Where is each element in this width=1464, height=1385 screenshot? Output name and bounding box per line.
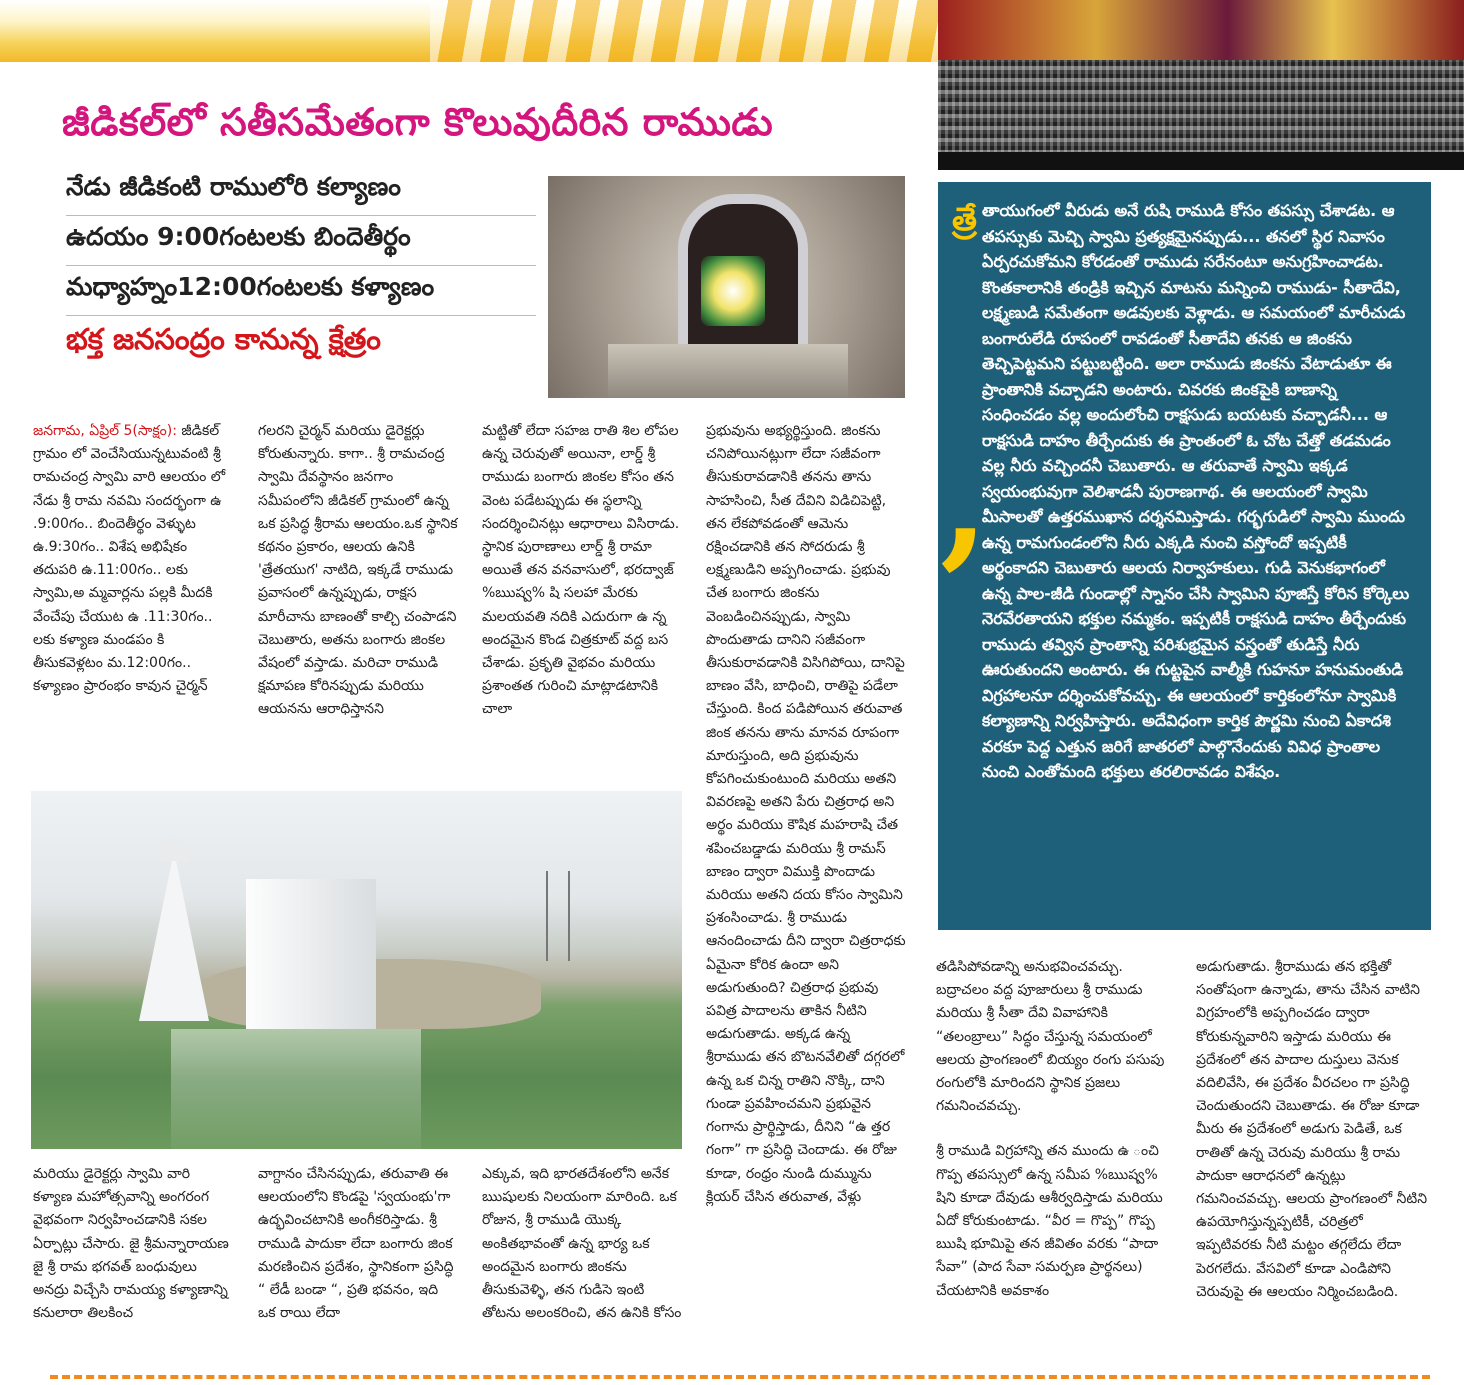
bottom-column-1-text: మరియు డైరెక్టర్లు స్వామి వారి కళ్యాణ మహోత్సవాన్ని అంగరంగ వైభవంగా నిర్వహించడానికి సకల ఏర్పాట్లు చేసారు. జై శ్రీమన్నారాయణ జై శ్రీ రామ భగవత్‌ బంధువులు అనద్రు విచ్చేసి రామయ్య కళ్యాణాన్ని కనులారా తిలకించ: [33, 1166, 229, 1322]
deity-photo-top: [938, 0, 1464, 60]
article-column-bottom-3: [482, 1163, 682, 1325]
decorative-pattern-strip: [938, 60, 1464, 170]
bottom-column-2-text: వాగ్దానం చేసినప్పుడు, తరువాతి ఈ ఆలయంలోని కొండపై 'స్వయంభు'గా ఉద్భవించటానికి అంగీకరిస్తాడు. శ్రీ రాముడి పాదుకా లేదా బంగారు జింక మరణించిన ప్రదేశం, స్థానికంగా ప్రసిద్ధి “ లేడీ బండా “, ప్రతి భవనం, ఇది ఒక రాయి లేదా: [258, 1166, 454, 1322]
subheads: [66, 166, 536, 365]
quote-mark-icon: ,: [940, 420, 989, 584]
temple-tower-finial: [159, 839, 189, 861]
sidebar-dropcap: త్రే: [952, 200, 977, 238]
column-6-text: అడుగుతాడు. శ్రీరాముడు తన భక్తితో సంతోషంగా ఉన్నాడు, తాను చేసిన వాటిని విగ్రహంలోకి అప్పగించడం ద్వారా కోరుకున్నవారిని ఇస్తాడు మరియు ఈ ప్రదేశంలో తన పాదాల దుస్తులు వెనుక వదిలివేసి, ఈ ప్రదేశం వీరచలం గా ప్రసిద్ధి చెందుతుందని చెబుతాడు. ఈ రోజు కూడా మీరు ఈ ప్రదేశంలో అడుగు పెడితే, ఒక రాతితో ఉన్న చెరువు మరియు శ్రీ రామ పాదుకా ఆరాధనలో ఉన్నట్లు గమనించవచ్చు. ఆలయ ప్రాంగణంలో నీటిని ఉపయోగిస్తున్నప్పటికీ, చరిత్రలో ఇప్పటివరకు నీటి మట్టం తగ్గలేదు లేదా పెరగలేదు. వేసవిలో కూడా ఎండిపోని చెరువుపై ఈ ఆలయం నిర్మించబడింది.: [1196, 959, 1428, 1300]
shrine-photo: [548, 176, 905, 398]
column-2-text: గలరని చైర్మన్‌ మరియు డైరెక్టర్లు కోరుతున్నారు. కాగా.. శ్రీ రామచంద్ర స్వామి దేవస్థానం జనగాం సమీపంలోని జీడికల్‌ గ్రామంలో ఉన్న ఒక ప్రసిద్ధ శ్రీరామ ఆలయం.ఒక స్థానిక కథనం ప్రకారం, ఆలయ ఉనికి 'త్రేతయుగ' నాటిది, ఇక్కడే రాముడు ప్రవాసంలో ఉన్నప్పుడు, రాక్షస మారీచాను బాణంతో కాల్చి చంపాడని చెబుతారు, అతను బంగారు జింకల వేషంలో వస్తాడు. మరిచా రాముడి క్షమాపణ కోరినప్పుడు మరియు ఆయనను ఆరాధిస్తానని: [258, 423, 458, 718]
shrine-idol: [701, 256, 765, 326]
temple-building: [246, 879, 376, 1029]
article-column-6: [1196, 956, 1432, 1304]
dateline: జనగామ, ఏప్రిల్‌ 5(సాక్షం):: [33, 423, 177, 439]
power-tower: [546, 871, 570, 961]
column-1-text: జీడికల్‌ గ్రామం లో వెంచేసియున్నటువంటి శ్రీ రామచంద్ర స్వామి వారి ఆలయం లో నేడు శ్రీ రామ నవమి సందర్భంగా ఉ .9:00గం.. బిందెతీర్థం వెళ్ళుట ఉ.9:30గం.. విశేష అభిషేకం తదుపరి ఉ.11:00గం.. లకు స్వామి,అ మ్మవార్లను పల్లకి మీదకి వేంచేపు చేయుట ఉ .11:30గం.. లకు కళ్యాణ మండపం కి తీసుకవెళ్లటం మ.12:00గం.. కళ్యాణం ప్రారంభం కావున చైర్మన్‌: [33, 423, 226, 695]
column-5-text-a: తడిసిపోవడాన్ని అనుభవించవచ్చు. బద్రాచలం వద్ద పూజారులు శ్రీ రాముడు మరియు శ్రీ సీతా దేవి వివాహానికి “తలంబ్రాలు” సిద్ధం చేస్తున్న సమయంలో ఆలయ ప్రాంగణంలో బియ్యం రంగు పసుపు రంగులోకి మారిందని స్థానిక ప్రజలు గమనించవచ్చు.: [936, 959, 1165, 1115]
banner-stripe: [430, 0, 990, 62]
bottom-column-3-text: ఎక్కువ, ఇది భారతదేశంలోని అనేక ఋషులకు నిలయంగా మారింది. ఒక రోజున, శ్రీ రాముడి యొక్క అంకితభావంతో ఉన్న భార్య ఒక అందమైన బంగారు జింకను తీసుకువెళ్ళి, తన గుడిసె ఇంటి తోటను అలంకరించి, తన ఉనికి కోసం: [482, 1166, 682, 1322]
pattern-strip-shadow: [938, 152, 1464, 170]
temple-tower: [139, 851, 209, 1021]
article-column-5: [936, 956, 1168, 1303]
article-column-3: [482, 420, 682, 722]
column-5-text-b: శ్రీ రాముడి విగ్రహాన్ని తన ముందు ఉ ంచి గొప్ప తపస్సులో ఉన్న సమీప %ఋష్వ% షిని కూడా దేవుడు ఆశీర్వదిస్తాడు మరియు ఏదో కోరుకుంటాడు. “వీర = గొప్ప” గొప్ప ఋషి భూమిపై తన జీవితం వరకు “పాదా సేవా” (పాద సేవా సమర్పణ ప్రార్థనలు) చేయటానికి అవకాశం: [936, 1143, 1163, 1299]
shrine-base: [608, 344, 848, 398]
page-title: జీడికల్‌లో సతీసమేతంగా కొలువుదీరిన రాముడు: [62, 100, 774, 144]
lake-temple-photo: [31, 791, 682, 1149]
water-reflection: [171, 1029, 421, 1149]
article-column-bottom-2: [258, 1163, 458, 1325]
article-column-1: [33, 420, 229, 698]
column-4-text: ప్రభువును అభ్యర్థిస్తుంది. జింకను చనిపోయినట్లుగా లేదా సజీవంగా తీసుకురావడానికి తనను తాను సాహసించి, సీత దేవిని విడిచిపెట్టి, తన లేకపోవడంతో ఆమెను రక్షించడానికి తన సోదరుడు శ్రీ లక్ష్మణుడిని అప్పగించాడు. ప్రభువు చేత బంగారు జింకను వెంబడించినప్పుడు, స్వామి పొందుతాడు దానిని సజీవంగా తీసుకురావడానికి విసిగిపోయి, దానిపై బాణం వేసి, బాధించి, రాతిపై పడేలా చేస్తుంది. కింద పడిపోయిన తరువాత జింక తనను తాను మానవ రూపంగా మారుస్తుంది, అది ప్రభువును కోపగించుకుంటుంది మరియు అతని వివరణపై అతని పేరు చిత్రరాధ అని అర్థం మరియు కౌషిక మహరాషి చేత శపించబడ్డాడు మరియు శ్రీ రామస్‌ బాణం ద్వారా విముక్తి పొందాడు మరియు అతని దయ కోసం స్వామిని ప్రశంసించాడు. శ్రీ రాముడు ఆనందించాడు దీని ద్వారా చిత్రరాధకు ఏమైనా కోరిక ఉందా అని అడుగుతుంది? చిత్రరాధ ప్రభువు పవిత్ర పాదాలను తాకిన నీటిని అడుగుతాడు. అక్కడ ఉన్న శ్రీరాముడు తన బొటనవేలితో దగ్గరలో ఉన్న ఒక చిన్న రాతిని నొక్కి, దాని గుండా ప్రవహించమని ప్రభువైన గంగాను ప్రార్థిస్తాడు, దీనిని “ఉ త్తర గంగా” గా ప్రసిద్ధి చెందాడు. ఈ రోజు కూడా, రంధ్రం నుండి దుమ్మును క్లియర్‌ చేసిన తరువాత, వేళ్లు: [706, 423, 906, 1205]
column-3-text: మట్టితో లేదా సహజ రాతి శిల లోపల ఉన్న చెరువుతో అయినా, లార్డ్‌ శ్రీ రాముడు బంగారు జింకల కోసం తన వెంట పడేటప్పుడు ఈ స్థలాన్ని సందర్శించినట్లు ఆధారాలు విసిరాడు. స్థానిక పురాణాలు లార్డ్‌ శ్రీ రామా అయితే తన వనవాసులో, భరద్వాజ్‌ %ఋష్వ% షి సలహా మేరకు మలయవతి నదికి ఎదురుగా ఉ న్న అందమైన కొండ చిత్రకూట్‌ వద్ద బస చేశాడు. ప్రకృతి వైభవం మరియు ప్రశాంతత గురించి మాట్లాడటానికి చాలా: [482, 423, 680, 718]
subhead-devotees: భక్త జనసంద్రం కానున్న క్షేత్రం: [66, 322, 381, 356]
legend-sidebar: [938, 182, 1431, 930]
sidebar-text: తాయుగంలో వీరుడు అనే రుషి రాముడి కోసం తపస్సు చేశాడట. ఆ తపస్సుకు మెచ్చి స్వామి ప్రత్యక్షమైనప్పుడు... తనలో స్థిర నివాసం ఏర్పరచుకోమని కోరడంతో రాముడు సరేనంటూ అనుగ్రహించాడట. కొంతకాలానికి తండ్రికి ఇచ్చిన మాటను మన్నించి రాముడు- సీతాదేవి, లక్ష్మణుడి సమేతంగా అడవులకు వెళ్లాడు. ఆ సమయంలో మారీచుడు బంగారులేడి రూపంలో రావడంతో సీతాదేవి తనకు ఆ జింకను తెచ్చిపెట్టమని పట్టుబట్టింది. అలా రాముడు జింకను వేటాడుతూ ఈ ప్రాంతానికి వచ్చాడని అంటారు. చివరకు జింకపైకి బాణాన్ని సంధించడం వల్ల అందులోంచి రాక్షసుడు బయటకు వచ్చాడనీ... ఆ రాక్షసుడి దాహం తీర్చేందుకు ఈ ప్రాంతంలో ఓ చోట చేత్తో తడమడం వల్ల నీరు వచ్చిందనీ చెబుతారు. ఆ తరువాతే స్వామి ఇక్కడ స్వయంభువుగా వెలిశాడనీ పురాణగాథ. ఈ ఆలయంలో స్వామి మీసాలతో ఉత్తరముఖాన దర్శనమిస్తాడు. గర్భగుడిలో స్వామి ముందు ఉన్న రామగుండంలోని నీరు ఎక్కడి నుంచి వస్తోందో ఇప్పటికీ అర్థంకాదని చెబుతారు ఆలయ నిర్వాహకులు. గుడి వెనుకభాగంలో ఉన్న పాల-జీడి గుండాల్లో స్నానం చేసి స్వామిని పూజిస్తే కోరిన కోర్కెలు నెరవేరతాయని భక్తుల నమ్మకం. ఇప్పటికీ రాక్షసుడి దాహం తీర్చేందుకు రాముడు తవ్విన ప్రాంతాన్ని పరిశుభ్రమైన వస్త్రంతో తుడిస్తే నీరు ఊరుతుందని అంటారు. ఈ గుట్టపైన వాల్మీకి గుహనూ హనుమంతుడి విగ్రహాలనూ దర్శించుకోవచ్చు. ఈ ఆలయంలో కార్తికంలోనూ స్వామికి కల్యాణాన్ని నిర్వహిస్తారు. అదేవిధంగా కార్తిక పౌర్ణమి నుంచి ఏకాదశి వరకూ పెద్ద ఎత్తున జరిగే జాతరలో పాల్గొనేందుకు వివిధ ప్రాంతాల నుంచి ఎంతోమంది భక్తులు తరలిరావడం విశేషం.: [982, 201, 1410, 781]
subhead-noon: మధ్యాహ్నం12:00గంటలకు కళ్యాణం: [66, 266, 536, 316]
footer-divider: [50, 1375, 1430, 1379]
subhead-kalyanam: నేడు జీడికంటి రాములోరి కల్యాణం: [66, 166, 536, 216]
article-column-2: [258, 420, 458, 722]
article-column-4: [706, 420, 906, 1209]
article-column-bottom-1: [33, 1163, 229, 1325]
subhead-morning: ఉదయం 9:00గంటలకు బిందెతీర్థం: [66, 216, 536, 266]
